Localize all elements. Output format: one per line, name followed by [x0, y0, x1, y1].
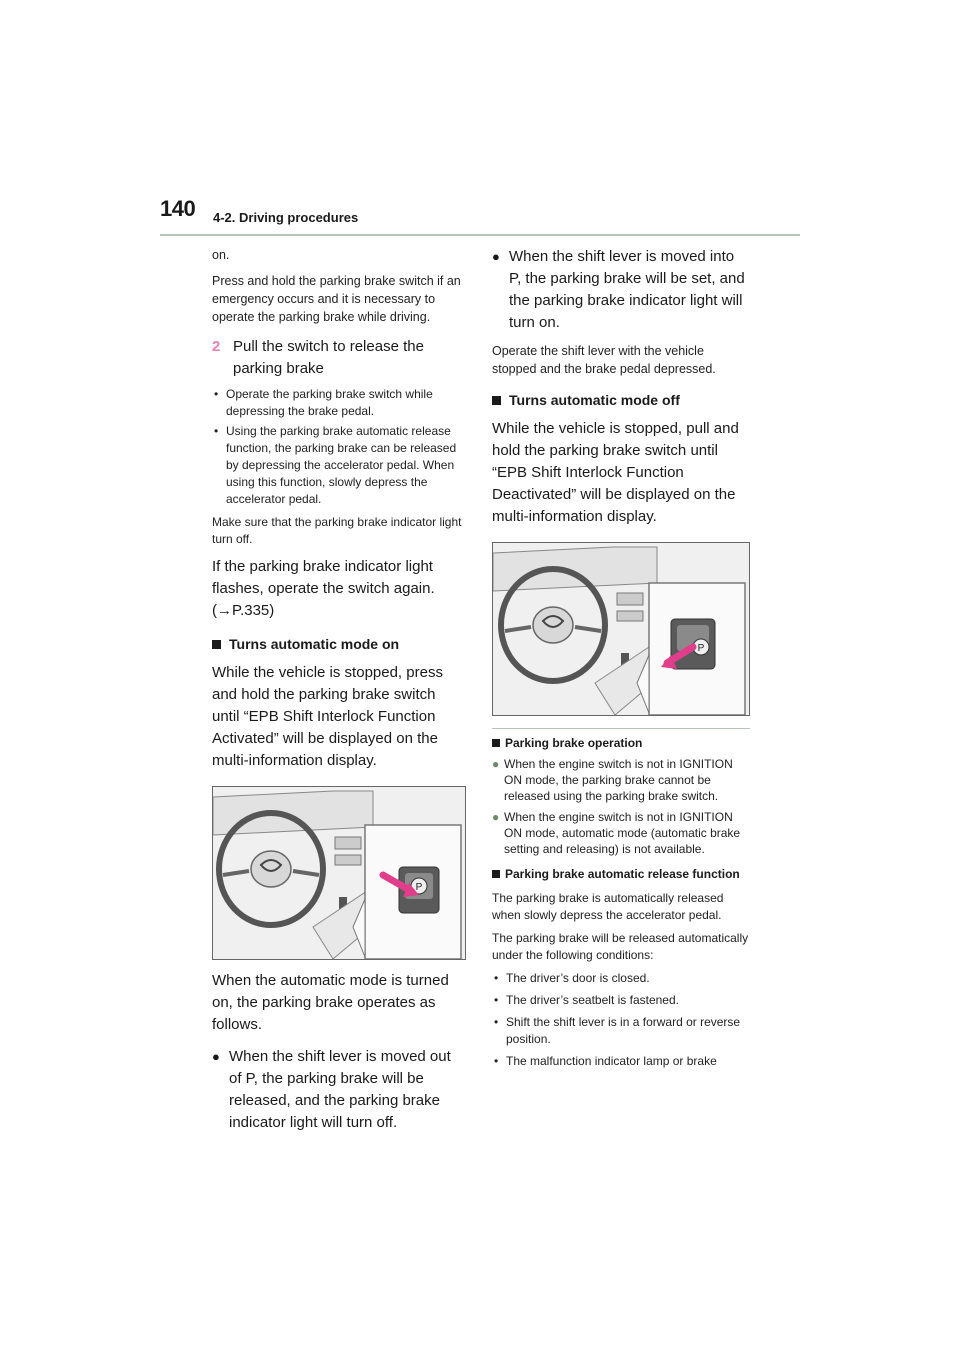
- note-text: When the engine switch is not in IGNITION ON mode, automatic mode (automatic brake setting and releasing) is not available.: [504, 810, 741, 856]
- section-title: 4-2. Driving procedures: [213, 210, 359, 225]
- illustration-switch-press: [212, 786, 466, 960]
- heading-text: Parking brake automatic release function: [505, 867, 740, 881]
- step2-bullet-list: [212, 386, 464, 508]
- list-item: • The driver’s door is closed.: [492, 970, 750, 987]
- square-bullet-icon: [492, 739, 500, 747]
- conditions-list: [492, 970, 750, 1070]
- paragraph-conditions: The parking brake will be released automatically under the following conditions:: [492, 931, 749, 962]
- page-header: [160, 196, 800, 236]
- circle-bullet-icon: ●: [492, 757, 500, 771]
- list-item: • Operate the parking brake switch while depressing the brake pedal.: [212, 386, 464, 420]
- step-2: [212, 336, 464, 380]
- paragraph-operate: Operate the shift lever with the vehicle stopped and the brake pedal depressed.: [492, 344, 716, 376]
- bullet-text: When the shift lever is moved out of P, the parking brake will be released, and the parking brake indicator light will turn off.: [229, 1048, 451, 1131]
- paragraph-indicator-off: Make sure that the parking brake indicator light turn off.: [212, 515, 462, 546]
- illustration-switch-pull: [492, 542, 750, 716]
- square-bullet-icon: [492, 396, 501, 405]
- bullet-text: When the shift lever is moved into P, the parking brake will be set, and the parking brake indicator light will turn on.: [509, 248, 745, 331]
- heading-text: Turns automatic mode off: [509, 392, 680, 408]
- list-item: • The malfunction indicator lamp or brake: [492, 1053, 750, 1070]
- note-item: [492, 809, 750, 857]
- step-text: Pull the switch to release the parking brake: [233, 338, 424, 377]
- note-text: When the engine switch is not in IGNITION ON mode, the parking brake cannot be released using the parking brake switch.: [504, 757, 733, 803]
- circle-bullet-icon: ●: [492, 249, 500, 264]
- square-bullet-icon: [212, 640, 221, 649]
- note-divider: [492, 728, 750, 729]
- paragraph-when-on: When the automatic mode is turned on, the parking brake operates as follows.: [212, 972, 449, 1033]
- list-item: • The driver’s seatbelt is fastened.: [492, 992, 750, 1009]
- list-item: • Using the parking brake automatic release function, the parking brake can be released by depressing the accelerator pedal. When using this function, slowly depress the accelerator pedal.: [212, 423, 464, 508]
- note-heading-auto-release: [492, 866, 750, 882]
- paragraph-emergency: Press and hold the parking brake switch if an emergency occurs and it is necessary to operate the parking brake while driving.: [212, 274, 461, 324]
- bullet-out-of-p: [212, 1046, 464, 1134]
- heading-auto-off: [492, 390, 750, 410]
- switch-p-glyph: P: [697, 643, 705, 654]
- note-item: [492, 756, 750, 804]
- paragraph-flashes: If the parking brake indicator light flashes, operate the switch again. (→P.335): [212, 558, 435, 619]
- header-rule: [160, 234, 800, 236]
- step-number: 2: [212, 338, 221, 355]
- circle-bullet-icon: ●: [212, 1049, 220, 1064]
- heading-text: Parking brake operation: [505, 736, 643, 750]
- square-bullet-icon: [492, 870, 500, 878]
- paragraph-auto-release: The parking brake is automatically released when slowly depress the accelerator pedal.: [492, 891, 724, 922]
- right-column: [492, 246, 750, 1070]
- paragraph-off-instructions: While the vehicle is stopped, pull and hold the parking brake switch until “EPB Shift Interlock Function Deactivated” will be displayed on the multi-information display.: [492, 420, 739, 525]
- left-column: [212, 246, 464, 1134]
- paragraph-on-instructions: While the vehicle is stopped, press and hold the parking brake switch until “EPB Shift Interlock Function Activated” will be displayed on the multi-information display.: [212, 664, 443, 769]
- heading-auto-on: [212, 634, 464, 654]
- switch-p-glyph: P: [415, 882, 423, 893]
- heading-text: Turns automatic mode on: [229, 636, 400, 652]
- paragraph-on: on.: [212, 248, 230, 262]
- bullet-into-p: [492, 246, 750, 334]
- page-number: 140: [160, 196, 196, 221]
- note-heading-operation: [492, 735, 750, 751]
- list-item: • Shift the shift lever is in a forward or reverse position.: [492, 1014, 750, 1048]
- circle-bullet-icon: ●: [492, 810, 500, 824]
